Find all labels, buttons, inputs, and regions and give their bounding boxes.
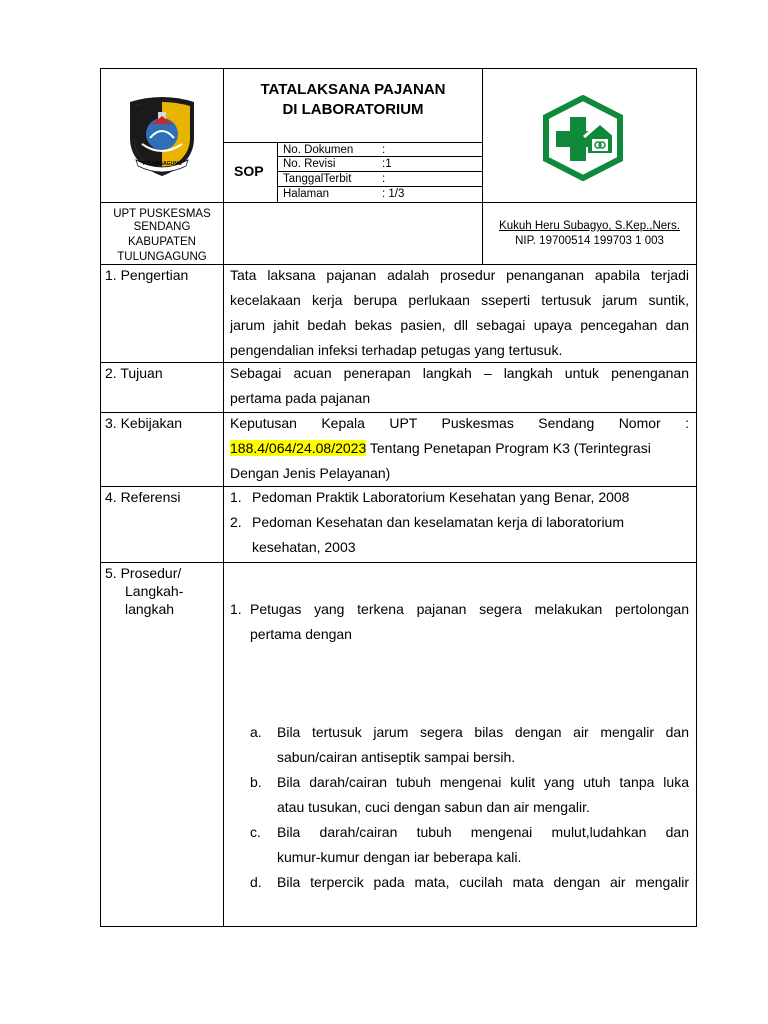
org-name-line3: KABUPATEN — [128, 236, 196, 248]
meta-label-revisi: No. Revisi — [283, 158, 336, 170]
document-title-line1: TATALAKSANA PAJANAN — [260, 81, 446, 98]
referensi-item-text: Pedoman Praktik Laboratorium Kesehatan yang Benar, 2008 — [252, 489, 630, 505]
prosedur-subitem-text: kumur-kumur dengan iar beberapa kali. — [277, 849, 522, 865]
section-label-tujuan: 2. Tujuan — [105, 365, 163, 381]
prosedur-subitem-text: Bila terpercik pada mata, cucilah mata dengan air mengalir — [277, 874, 689, 890]
crest-ribbon-text: TULUNGAGUNG — [142, 161, 182, 167]
prosedur-step-number: 1. — [230, 601, 242, 617]
section-label-pengertian: 1. Pengertian — [105, 267, 189, 283]
section-label-prosedur: 5. Prosedur/ — [105, 565, 182, 581]
org-name-line4: TULUNGAGUNG — [117, 251, 207, 263]
meta-label-dokumen: No. Dokumen — [283, 144, 354, 156]
kebijakan-line2 — [230, 436, 651, 461]
section-label-referensi: 4. Referensi — [105, 489, 181, 505]
kebijakan-line2-rest: Tentang Penetapan Program K3 (Terintegrasi — [366, 440, 651, 456]
org-name-line2: SENDANG — [133, 221, 191, 233]
prosedur-subitem-letter: d. — [250, 874, 262, 890]
prosedur-subitem-letter: a. — [250, 724, 262, 740]
signer-nip: NIP. 19700514 199703 1 003 — [515, 235, 664, 247]
referensi-item-number: 1. — [230, 489, 242, 505]
prosedur-subitem-text: Bila tertusuk jarum segera bilas dengan air mengalir dan — [277, 724, 689, 740]
tulungagung-crest-logo — [124, 94, 200, 178]
section-label-prosedur-cont: Langkah- — [125, 583, 184, 599]
signer-name: Kukuh Heru Subagyo, S.Kep.,Ners. — [499, 220, 680, 232]
sop-label: SOP — [234, 163, 264, 179]
tujuan-line: Sebagai acuan penerapan langkah – langkah untuk penenganan — [230, 365, 689, 381]
pengertian-line: pengendalian infeksi terhadap petugas yang tertusuk. — [230, 342, 563, 358]
kebijakan-line3: Dengan Jenis Pelayanan) — [230, 465, 391, 481]
prosedur-subitem-text: atau tusukan, cuci dengan sabun dan air mengalir. — [277, 799, 590, 815]
meta-value-tanggal: : — [382, 173, 386, 185]
referensi-item-number: 2. — [230, 514, 242, 530]
pengertian-line: Tata laksana pajanan adalah prosedur penanganan apabila terjadi — [230, 267, 689, 283]
org-name-line1: UPT PUSKESMAS — [113, 208, 211, 220]
tujuan-line: pertama pada pajanan — [230, 390, 371, 406]
meta-value-revisi: :1 — [382, 158, 392, 170]
section-label-kebijakan: 3. Kebijakan — [105, 415, 183, 431]
prosedur-subitem-letter: b. — [250, 774, 262, 790]
prosedur-subitem-text: Bila darah/cairan tubuh mengenai mulut,ludahkan dan — [277, 824, 689, 840]
prosedur-step-text: pertama dengan — [250, 626, 352, 642]
decree-number-highlight: 188.4/064/24.08/2023 — [230, 440, 367, 456]
section-label-prosedur-cont: langkah — [125, 601, 175, 617]
referensi-item-text: Pedoman Kesehatan dan keselamatan kerja di laboratorium — [252, 514, 625, 530]
prosedur-step-text: Petugas yang terkena pajanan segera melakukan pertolongan — [250, 601, 689, 617]
meta-label-tanggal: TanggalTerbit — [283, 173, 352, 185]
meta-value-dokumen: : — [382, 144, 386, 156]
pengertian-line: jarum jahit bedah bekas pasien, dll sebagai upaya pencegahan dan — [230, 317, 689, 333]
referensi-item-text: kesehatan, 2003 — [252, 539, 356, 555]
meta-label-halaman: Halaman — [283, 188, 330, 200]
puskesmas-logo — [540, 95, 626, 181]
prosedur-subitem-text: sabun/cairan antiseptik sampai bersih. — [277, 749, 516, 765]
prosedur-subitem-letter: c. — [250, 824, 261, 840]
document-title-line2: DI LABORATORIUM — [282, 101, 424, 118]
pengertian-line: kecelakaan kerja berupa perlukaan sseperti tertusuk jarum suntik, — [230, 292, 689, 308]
prosedur-subitem-text: Bila darah/cairan tubuh mengenai kulit yang utuh tanpa luka — [277, 774, 689, 790]
meta-value-halaman: : 1/3 — [382, 188, 405, 200]
kebijakan-line1: Keputusan Kepala UPT Puskesmas Sendang Nomor : — [230, 415, 689, 431]
